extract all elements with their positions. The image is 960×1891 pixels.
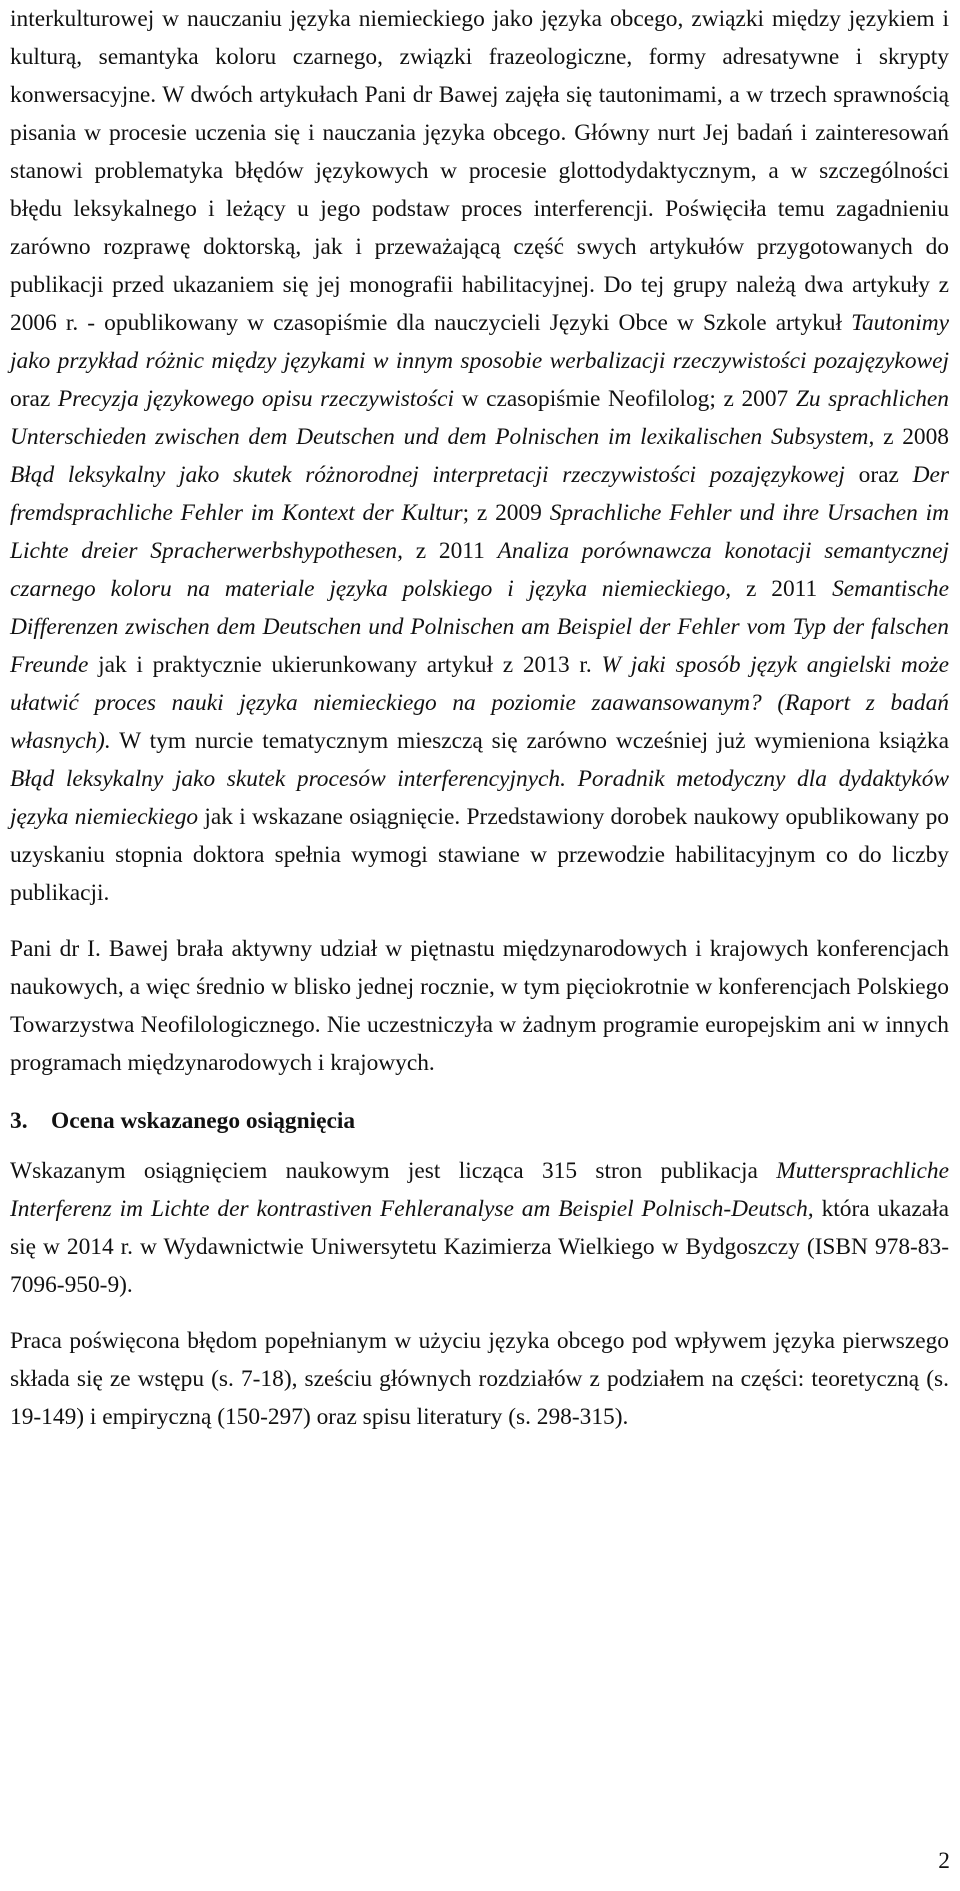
italic-title-run: Sprachliche Fehler und ihre Ursachen im Lichte dreier Spracherwerbshypothesen, xyxy=(10,500,949,564)
section-number: 3. xyxy=(10,1108,28,1134)
text-run: interkulturowej w nauczaniu języka niemieckiego jako języka obcego, związki między językiem i kulturą, semantyka koloru czarnego, związki frazeologiczne, formy adresatywne i skrypty konwersacyjne. W dwóch artykułach Pani dr Bawej zajęła się tautonimami, a w trzech sprawnością pisania w procesie uczenia się i nauczania języka obcego. Główny nurt Jej badań i zainteresowań stanowi problematyka błędów językowych w procesie glottodydaktycznym, a w szczególności błędu leksykalnego i leżący u jego podstaw proces interferencji. Poświęciła temu zagadnieniu zarówno rozprawę doktorską, jak i przeważającą część swych artykułów przygotowanych do publikacji przed ukazaniem się jej monografii habilitacyjnej. Do tej grupy należą dwa artykuły z 2006 r. - opublikowany w czasopiśmie dla nauczycieli Języki Obce w Szkole artykuł xyxy=(10,6,949,336)
section-heading xyxy=(10,1102,949,1140)
italic-title-run: Błąd leksykalny jako skutek procesów interferencyjnych. Poradnik metodyczny dla dydaktyków języka niemieckiego xyxy=(10,766,949,830)
text-run: z 2008 xyxy=(874,424,950,450)
italic-title-run: W jaki sposób język angielski może ułatwić proces nauki języka niemieckiego na poziomie zaawansowanym? (Raport z badań własnych). xyxy=(10,652,949,754)
italic-title-run: Błąd leksykalny jako skutek różnorodnej interpretacji rzeczywistości pozajęzykowej xyxy=(10,462,845,488)
italic-title-run: Der fremdsprachliche Fehler im Kontext der Kultur xyxy=(10,462,949,526)
paragraph-conferences: Pani dr I. Bawej brała aktywny udział w piętnastu międzynarodowych i krajowych konferencjach naukowych, a więc średnio w blisko jednej rocznie, w tym pięciokrotnie w konferencjach Polskiego Towarzystwa Neofilologicznego. Nie uczestniczyła w żadnym programie europejskim ani w innych programach międzynarodowych i krajowych. xyxy=(10,936,949,1076)
italic-title-run: Precyzja językowego opisu rzeczywistości xyxy=(57,386,454,412)
italic-title-run: Tautonimy jako przykład różnic między językami w innym sposobie werbalizacji rzeczywistości pozajęzykowej xyxy=(10,310,949,374)
italic-title-run: Semantische Differenzen zwischen dem Deutschen und Polnischen am Beispiel der Fehler vom Typ der falschen Freunde xyxy=(10,576,949,678)
italic-title-run: Analiza porównawcza konotacji semantycznej czarnego koloru na materiale języka polskiego i języka niemieckiego, xyxy=(10,538,949,602)
paragraph-achievement xyxy=(10,1152,949,1304)
paragraph-publications xyxy=(10,0,949,912)
text-run: W tym nurcie tematycznym mieszczą się zarówno wcześniej już wymieniona książka xyxy=(110,728,949,754)
italic-title-run: Muttersprachliche Interferenz im Lichte der kontrastiven Fehleranalyse am Beispiel Polnisch-Deutsch, xyxy=(10,1158,949,1222)
text-run: oraz xyxy=(10,386,58,412)
text-run: ; z 2009 xyxy=(462,500,550,526)
text-run: jak i praktycznie ukierunkowany artykuł z 2013 r. xyxy=(88,652,602,678)
text-run: z 2011 xyxy=(402,538,498,564)
text-run: Wskazanym osiągnięciem naukowym jest licząca 315 stron publikacja xyxy=(10,1158,777,1184)
text-run: która ukazała się w 2014 r. w Wydawnictwie Uniwersytetu Kazimierza Wielkiego w Bydgoszczy (ISBN 978-83-7096-950-9). xyxy=(10,1196,949,1298)
text-run: w czasopiśmie Neofilolog; z 2007 xyxy=(453,386,796,412)
page-number: 2 xyxy=(938,1848,950,1874)
text-run: jak i wskazane osiągnięcie. Przedstawiony dorobek naukowy opublikowany po uzyskaniu stopnia doktora spełnia wymogi stawiane w przewodzie habilitacyjnym co do liczby publikacji. xyxy=(10,804,949,906)
italic-title-run: Zu sprachlichen Unterschieden zwischen dem Deutschen und dem Polnischen im lexikalischen Subsystem, xyxy=(10,386,949,450)
section-title: Ocena wskazanego osiągnięcia xyxy=(51,1108,356,1134)
text-run: z 2011 xyxy=(731,576,833,602)
paragraph-structure: Praca poświęcona błędom popełnianym w użyciu języka obcego pod wpływem języka pierwszego składa się ze wstępu (s. 7-18), sześciu głównych rozdziałów z podziałem na części: teoretyczną (s. 19-149) i empiryczną (150-297) oraz spisu literatury (s. 298-315). xyxy=(10,1328,949,1430)
text-run: oraz xyxy=(844,462,913,488)
